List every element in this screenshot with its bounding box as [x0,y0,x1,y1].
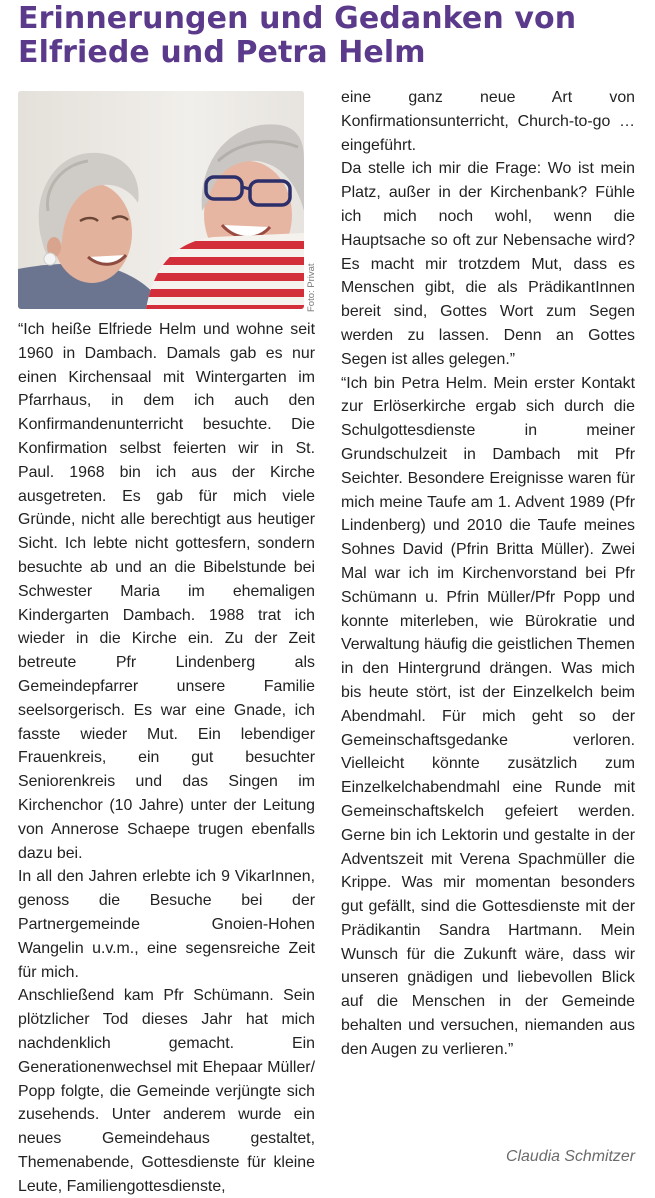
paragraph: “Ich bin Petra Helm. Mein erster Kontakt zur Erlöserkirche ergab sich durch die Schulgottesdienste in meiner Grundschulzeit in Dambach mit Pfr Seichter. Besondere Ereignisse waren für mich meine Taufe am 1. Advent 1989 (Pfr Lindenberg) und 2010 die Taufe meines Sohnes David (Pfrin Britta Müller). Zwei Mal war ich im Kirchenvorstand bei Pfr Schümann u. Pfrin Müller/Pfr Popp und konnte miterleben, wie Bürokratie und Verwaltung häufig die geistlichen Themen in den Hintergrund drängen. Was mich bis heute stört, ist der Einzelkelch beim Abendmahl. Für mich geht so der Gemeinschaftsgedanke verloren. Vielleicht könnte zusätzlich zum Einzelkelchabendmahl eine Runde mit Gemeinschaftskelch gefeiert werden. Gerne bin ich Lektorin und gestalte in der Adventszeit mit Verena Spachmüller die Krippe. Was mir momentan besonders gut gefällt, sind die Gottesdienste mit der Prädikantin Sandra Hartmann. Mein Wunsch für die Zukunft wäre, dass wir unseren gnädigen und liebevollen Blick auf die Menschen in der Gemeinde behalten und versuchen, niemanden aus den Augen zu verlieren.” [341,374,635,1058]
article-title: Erinnerungen und Gedanken von Elfriede und Petra Helm [18,1,577,70]
paragraph: In all den Jahren erlebte ich 9 VikarInnen, genoss die Besuche bei der Partnergemeinde Gnoien-Hohen Wangelin u.v.m., eine segensreiche Zeit für mich. [18,868,315,981]
author-signature: Claudia Schmitzer [506,1148,635,1165]
paragraph: eine ganz neue Art von Konfirmationsunterricht, Church-to-go … eingeführt. [341,89,635,154]
paragraph: Da stelle ich mir die Frage: Wo ist mein Platz, außer in der Kirchenbank? Fühle ich mich noch wohl, wenn die Hauptsache so oft zur Nebensache wird? Es macht mir trotzdem Mut, dass es Menschen gibt, die als PrädikantInnen bereit sind, Gottes Wort zum Segen werden zu lassen. Denn an Gottes Segen ist alles gelegen.” [341,160,635,368]
paragraph: Anschließend kam Pfr Schümann. Sein plötzlicher Tod dieses Jahr hat mich nachdenklich gemacht. Ein Generationenwechsel mit Ehepaar Müller/ Popp folgte, die Gemeinde verjüngte sich zusehends. Unter anderem wurde ein neues Gemeindehaus gestaltet, Themenabende, Gottesdienste für kleine Leute, Familiengottesdienste, [18,987,315,1195]
paragraph: “Ich heiße Elfriede Helm und wohne seit 1960 in Dambach. Damals gab es nur einen Kirchensaal mit Wintergarten im Pfarrhaus, in dem ich auch den Konfirmandenunterricht besuchte. Die Konfirmation selbst feierten wir in St. Paul. 1968 bin ich aus der Kirche ausgetreten. Es gab für mich viele Gründe, nicht alle berechtigt aus heutiger Sicht. Ich lebte nicht gottesfern, sondern besuchte ab und an die Bibelstunde bei Schwester Maria im ehemaligen Kindergarten Dambach. 1988 trat ich wieder in die Kirche ein. Zu der Zeit betreute Pfr Lindenberg als Gemeindepfarrer unsere Familie seelsorgerisch. Es war eine Gnade, ich fasste wieder Mut. Ein lebendiger Frauenkreis, ein gut besuchter Seniorenkreis und das Singen im Kirchenchor (10 Jahre) unter der Leitung von Annerose Schaepe trugen ebenfalls dazu bei. [18,321,315,862]
portrait-photo [18,91,304,309]
photo-credit: Foto: Privat [306,263,317,312]
left-column [18,318,315,1198]
right-column [341,86,635,1062]
